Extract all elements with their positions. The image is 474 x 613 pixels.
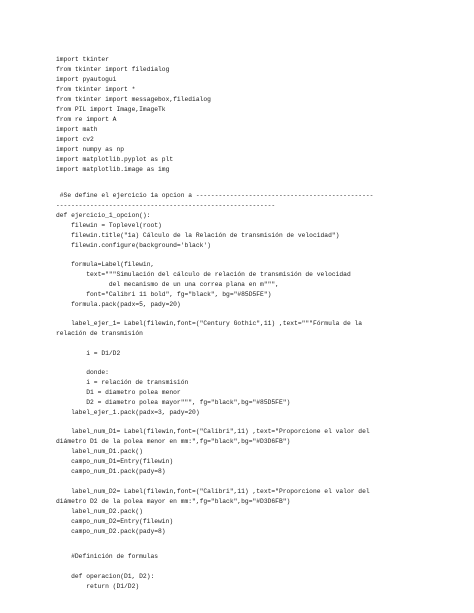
code-line: i = D1/D2 bbox=[56, 350, 121, 357]
code-line: import tkinter bbox=[56, 56, 109, 63]
code-line: filewin.configure(background='black') bbox=[56, 242, 211, 249]
code-line: def ejercicio_1_opcion(): bbox=[56, 212, 151, 219]
code-line: formula.pack(padx=5, pady=20) bbox=[56, 301, 181, 308]
code-line: def operacion(D1, D2): bbox=[56, 573, 155, 580]
code-line: import matplotlib.pyplot as plt bbox=[56, 156, 174, 163]
code-line: relación de transmisión bbox=[56, 330, 143, 337]
code-line: from tkinter import messagebox,filedialog bbox=[56, 96, 211, 103]
code-line: label_ejer_1= Label(filewin,font=("Century Gothic",11) ,text="""Fórmula de la bbox=[56, 320, 363, 327]
code-line: donde: bbox=[56, 369, 109, 376]
code-line: D2 = diametro polea mayor""", fg="black",bg="#85D5FE") bbox=[56, 399, 291, 406]
code-line: from re import A bbox=[56, 116, 117, 123]
code-line: campo_num_D2.pack(pady=8) bbox=[56, 528, 166, 535]
code-line: return (D1/D2) bbox=[56, 583, 140, 590]
code-line: from PIL import Image,ImageTk bbox=[56, 106, 166, 113]
code-line: label_ejer_1.pack(padx=3, pady=20) bbox=[56, 409, 200, 416]
code-line: import matplotlib.image as img bbox=[56, 166, 170, 173]
code-line: label_num_D2= Label(filewin,font=("Calibri",11) ,text="Proporcione el valor del bbox=[56, 488, 370, 495]
code-comment: #Se define el ejercicio 1a opcion a ----------------------------------------------- bbox=[56, 192, 374, 199]
code-line: del mecanismo de un una correa plana en m""", bbox=[56, 281, 279, 288]
code-line: diámetro D2 de la polea mayor en mm:",fg="black",bg="#D3D6FB") bbox=[56, 498, 291, 505]
code-comment: #Definición de formulas bbox=[56, 553, 159, 560]
code-line: D1 = diametro polea menor bbox=[56, 389, 181, 396]
code-line: import numpy as np bbox=[56, 146, 125, 153]
code-line: label_num_D1= Label(filewin,font=("Calibri",11) ,text="Proporcione el valor del bbox=[56, 428, 370, 435]
code-line: font="Calibri 11 bold", fg="black", bg="#85D5FE") bbox=[56, 291, 272, 298]
code-comment: ---------------------------------------------------------- bbox=[56, 202, 276, 209]
code-line: import pyautogui bbox=[56, 76, 117, 83]
code-line: campo_num_D2=Entry(filewin) bbox=[56, 518, 174, 525]
code-line: label_num_D2.pack() bbox=[56, 508, 143, 515]
code-line: campo_num_D1.pack(pady=8) bbox=[56, 468, 166, 475]
code-line: from tkinter import * bbox=[56, 86, 136, 93]
code-line: label_num_D1.pack() bbox=[56, 448, 143, 455]
code-line: formula=Label(filewin, bbox=[56, 261, 155, 268]
code-line: campo_num_D1=Entry(filewin) bbox=[56, 458, 174, 465]
code-line: text="""Simulación del cálculo de relación de transmisión de velocidad bbox=[56, 271, 351, 278]
code-line: filewin.title("1a) Cálculo de la Relación de transmisión de velocidad") bbox=[56, 232, 340, 239]
code-line: import math bbox=[56, 126, 98, 133]
code-line: filewin = Toplevel(root) bbox=[56, 222, 162, 229]
code-line: import cv2 bbox=[56, 136, 94, 143]
code-line: i = relación de transmisión bbox=[56, 379, 189, 386]
code-line: diámetro D1 de la polea menor en mm:",fg="black",bg="#D3D6FB") bbox=[56, 438, 291, 445]
code-line: from tkinter import filedialog bbox=[56, 66, 170, 73]
